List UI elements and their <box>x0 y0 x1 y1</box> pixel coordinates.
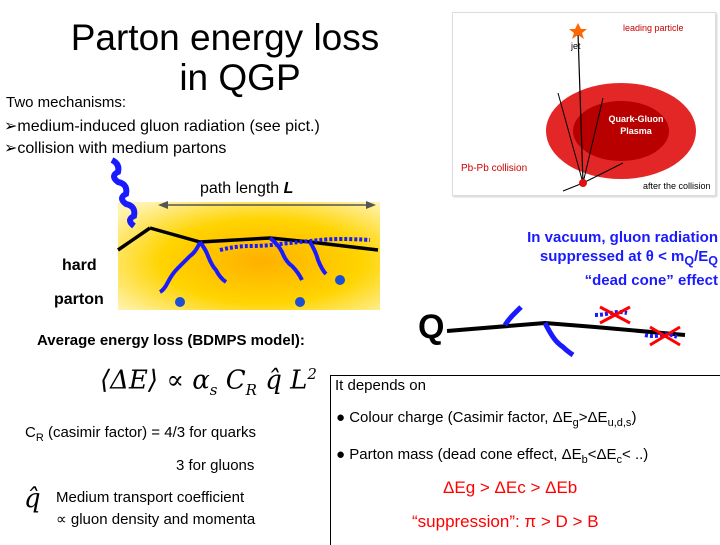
mechanism-text: medium-induced gluon radiation (see pict.) <box>17 118 320 135</box>
hard-label: hard <box>62 257 97 274</box>
transport-line-2: ∝ gluon density and momenta <box>56 511 256 528</box>
depends-on-label: It depends on <box>335 377 426 394</box>
bdmps-formula <box>100 365 317 399</box>
jet-label: jet <box>571 41 581 51</box>
casimir-text: $C_R$ (casimir factor) = 4/3 for quarks <box>25 424 256 444</box>
heavy-quark-label: Q <box>418 308 445 346</box>
medium-parton-dot <box>295 297 305 307</box>
pbpb-label: Pb-Pb collision <box>461 163 528 174</box>
vacuum-line-3: “dead cone” effect <box>584 272 718 289</box>
formula-l: L <box>290 365 308 396</box>
parton-mass-item: ● Parton mass (dead cone effect, $\Delta E_b<\Delta E_c<$ ..) <box>336 446 649 466</box>
average-energy-loss-label: Average energy loss (BDMPS model): <box>37 332 305 349</box>
arrow-bullet-icon: ➢ <box>4 140 18 157</box>
title-line-2: in QGP <box>179 57 301 98</box>
suppression-hierarchy: “suppression”: π > D > B <box>412 512 599 531</box>
formula-c-sub: R <box>245 380 257 399</box>
transport-line-1: Medium transport coefficient <box>56 489 245 506</box>
radiated-gluon-icon <box>505 307 521 325</box>
path-length-var: L <box>283 180 294 197</box>
dead-cone-diagram <box>445 295 695 365</box>
qgp-label-line2: Plasma <box>620 126 652 136</box>
formula-alpha-sub: s <box>209 380 218 399</box>
jet-quenching-inset <box>452 12 716 196</box>
parton-label: parton <box>54 291 104 308</box>
slide-title <box>45 18 405 98</box>
pbpb-collision-dot <box>579 179 587 187</box>
medium-parton-dot <box>175 297 185 307</box>
qgp-label <box>601 113 671 137</box>
formula-proportional: ∝ <box>166 365 184 396</box>
energy-loss-hierarchy: ΔEg > ΔEc > ΔEb <box>443 478 578 497</box>
path-length-label: path length L <box>200 180 294 197</box>
formula-c: C <box>225 365 246 396</box>
formula-lhs: ⟨ΔE⟩ <box>100 365 159 396</box>
qgp-medium-region <box>118 202 380 310</box>
casimir-gluons: 3 for gluons <box>176 457 255 474</box>
two-mechanisms-label: Two mechanisms: <box>6 94 127 111</box>
heavy-quark-line <box>447 323 685 335</box>
qhat-symbol: q̂ <box>24 484 41 514</box>
formula-alpha: α <box>192 365 210 396</box>
radiated-gluon-icon <box>545 323 573 355</box>
arrow-bullet-icon: ➢ <box>4 118 18 135</box>
right-panel-divider <box>330 375 331 545</box>
after-collision-label: after the collision <box>643 181 711 191</box>
formula-qhat: q̂ <box>265 365 282 396</box>
title-line-1: Parton energy loss <box>70 17 380 58</box>
formula-sup: 2 <box>307 365 317 383</box>
qgp-label-line1: Quark-Gluon <box>608 114 664 124</box>
transport-text <box>56 487 255 531</box>
medium-parton-dot <box>335 275 345 285</box>
leading-particle-label: leading particle <box>623 23 684 33</box>
vacuum-text <box>440 228 718 290</box>
right-panel-top-border <box>330 375 720 376</box>
colour-charge-item: ● Colour charge (Casimir factor, $\Delta E_g>\Delta E_{u,d,s}$) <box>336 409 637 429</box>
vacuum-line-1: In vacuum, gluon radiation <box>527 229 718 246</box>
vacuum-line-2: suppressed at $\theta < m_Q/E_Q$ <box>539 248 718 268</box>
mechanism-item-radiation <box>4 116 320 138</box>
mechanism-text: collision with medium partons <box>17 140 227 157</box>
